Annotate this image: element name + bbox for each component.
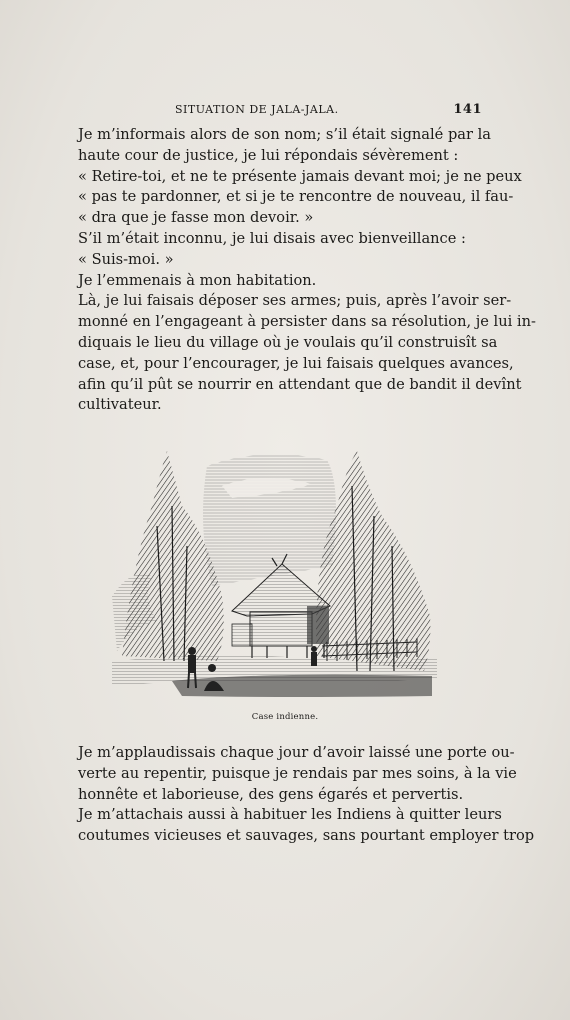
text-line: « dra que je fasse mon devoir. » [78, 209, 314, 227]
illustration-indian-hut [112, 446, 437, 704]
text-line: afin qu’il pût se nourrir en attendant que de bandit il devînt [78, 375, 522, 393]
text-line: monné en l’engageant à persister dans sa résolution, je lui in- [78, 313, 536, 331]
text-line: « Retire-toi, et ne te présente jamais devant moi; je ne peux [78, 167, 522, 185]
text-line: verte au repentir, puisque je rendais par mes soins, à la vie [78, 764, 517, 782]
text-line: diquais le lieu du village où je voulais qu’il construisît sa [78, 333, 498, 351]
engraving-svg [112, 446, 437, 704]
running-title: SITUATION DE JALA-JALA. [175, 103, 339, 116]
text-line: haute cour de justice, je lui répondais sévèrement : [78, 146, 459, 164]
text-line: case, et, pour l’encourager, je lui faisais quelques avances, [78, 354, 514, 372]
text-block-top [78, 125, 536, 416]
text-line: Je m’attachais aussi à habituer les Indiens à quitter leurs [78, 806, 502, 824]
text-line: Là, je lui faisais déposer ses armes; puis, après l’avoir ser- [78, 292, 512, 310]
text-line: Je l’emmenais à mon habitation. [78, 271, 317, 289]
page-number: 141 [453, 102, 482, 117]
text-block-bottom [78, 743, 535, 847]
figure-caption: Case indienne. [251, 712, 319, 722]
text-line: « Suis-moi. » [78, 250, 174, 268]
text-line: « pas te pardonner, et si je te rencontre de nouveau, il fau- [78, 188, 514, 206]
text-line: cultivateur. [78, 396, 162, 414]
running-head [175, 103, 482, 121]
text-line: honnête et laborieuse, des gens égarés et pervertis. [78, 785, 464, 803]
text-line: Je m’applaudissais chaque jour d’avoir laissé une porte ou- [78, 744, 515, 761]
text-line: Je m’informais alors de son nom; s’il était signalé par la [78, 126, 491, 143]
hut-wall [250, 612, 312, 646]
text-line: coutumes vicieuses et sauvages, sans pourtant employer trop [78, 827, 535, 845]
sky-shape [203, 454, 336, 586]
text-line: S’il m’était inconnu, je lui disais avec bienveillance : [78, 229, 466, 247]
